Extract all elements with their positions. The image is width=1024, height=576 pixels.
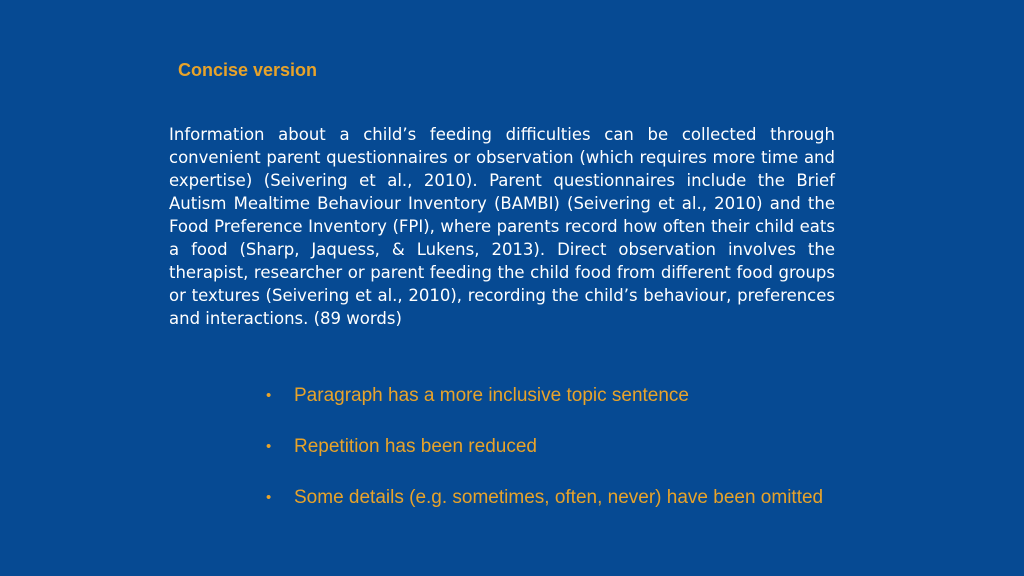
bullet-text: Repetition has been reduced (294, 436, 537, 457)
bullet-list (266, 383, 826, 536)
bullet-text: Paragraph has a more inclusive topic sentence (294, 385, 690, 406)
bullet-item (266, 434, 826, 460)
bullet-item (266, 383, 826, 409)
bullet-marker: • (266, 387, 272, 404)
body-paragraph: Information about a child’s feeding difficulties can be collected through convenient parent questionnaires or observation (which requires more time and expertise) (Seivering et al., 2010). Parent questionnaires include the Brief Autism Mealtime Behaviour Inventory (BAMBI) (Seivering et al., 2010) and the Food Preference Inventory (FPI), where parents record how often their child eats a food (Sharp, Jaquess, & Lukens, 2013). Direct observation involves the therapist, researcher or parent feeding the child food from different food groups or textures (Seivering et al., 2010), recording the child’s behaviour, preferences and interactions. (89 words) (169, 125, 835, 328)
slide-title: Concise version (178, 60, 318, 80)
bullet-text: Some details (e.g. sometimes, often, never) have been omitted (294, 487, 824, 508)
bullet-item (266, 485, 826, 511)
bullet-marker: • (266, 489, 272, 506)
bullet-marker: • (266, 438, 272, 455)
